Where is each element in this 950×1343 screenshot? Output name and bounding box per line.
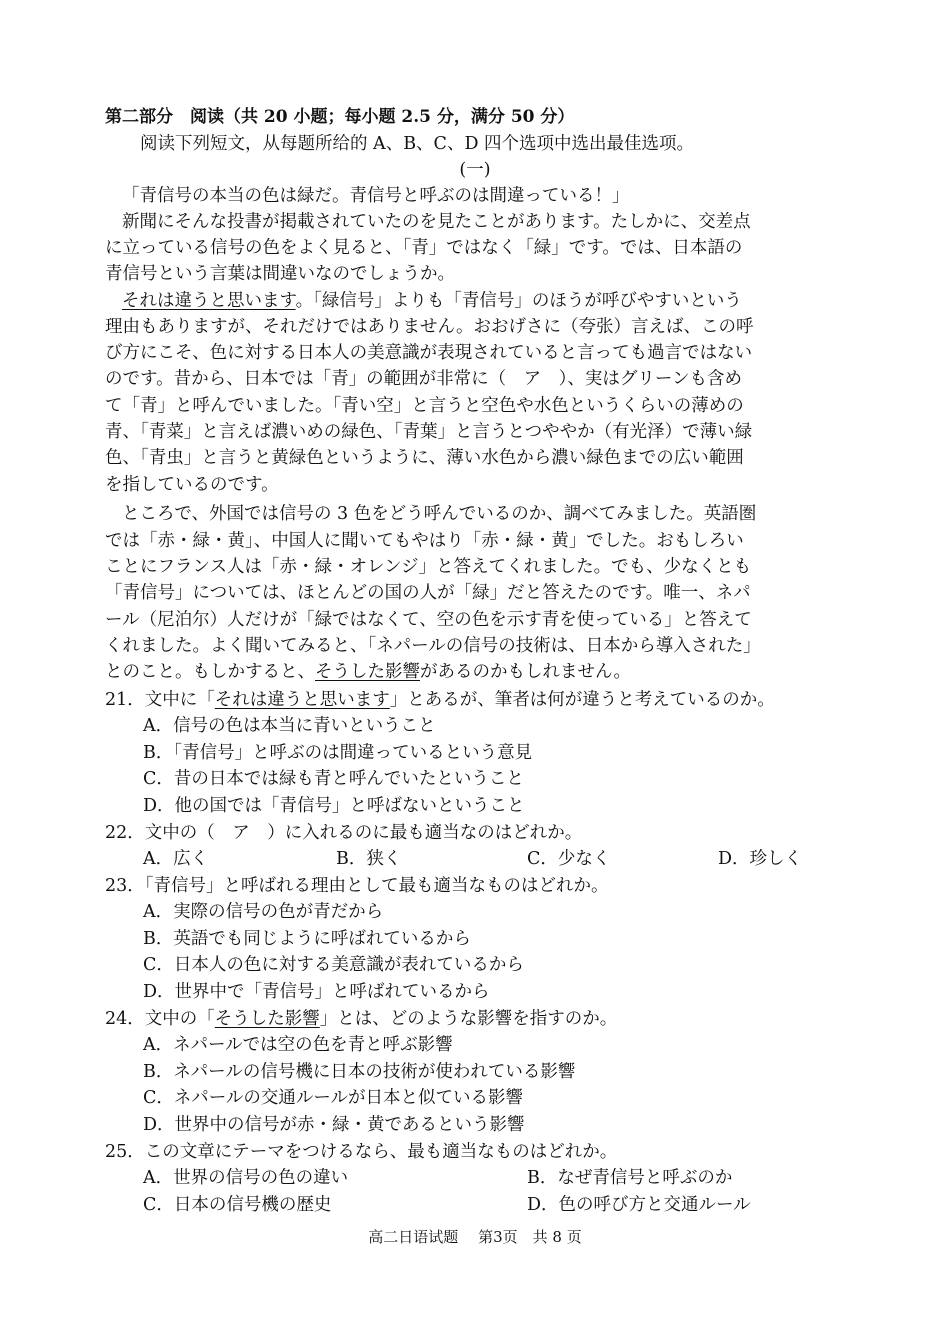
option-24b: B．ネパールの信号機に日本の技術が使われている影響 [143, 1062, 576, 1082]
option-24d: D．世界中の信号が赤・緑・黄であるという影響 [143, 1115, 525, 1135]
question-23: 23．「青信号」と呼ばれる理由として最も適当なものはどれか。 [105, 876, 609, 896]
passage-text: があるのかもしれません。 [420, 662, 632, 682]
option-22c: C．少なく [527, 849, 611, 869]
passage-text: 。「緑信号」よりも「青信号」のほうが呼びやすいという [295, 291, 742, 311]
passage-line: のです。昔から、日本では「青」の範囲が非常に（ ア ）、実はグリーンも含め [105, 369, 742, 389]
passage-line: 青、「青菜」と言えば濃いめの緑色、「青葉」と言うとつややか（有光泽）で薄い緑 [105, 422, 753, 442]
option-23b: B．英語でも同じように呼ばれているから [143, 929, 471, 949]
option-22b: B．狭く [336, 849, 402, 869]
passage-line: て「青」と呼んでいました。「青い空」と言うと空色や水色というくらいの薄めの [105, 396, 744, 416]
instruction: 阅读下列短文，从每题所给的 A、B、C、D 四个选项中选出最佳选项。 [140, 134, 695, 154]
option-25a: A．世界の信号の色の違い [143, 1168, 349, 1188]
option-23d: D．世界中で「青信号」と呼ばれているから [143, 982, 490, 1002]
option-21b: B．「青信号」と呼ぶのは間違っているという意見 [143, 743, 533, 763]
passage-line: び方にこそ、色に対する日本人の美意識が表現されていると言っても過言ではない [105, 343, 753, 363]
underlined-phrase: そうした影響 [315, 662, 420, 682]
passage-line [105, 659, 631, 685]
passage-text: とのこと。もしかすると、 [105, 662, 315, 682]
passage-label: (一) [459, 160, 491, 180]
option-21d: D．他の国では「青信号」と呼ばないということ [143, 796, 525, 816]
question-text: 24．文中の「 [105, 1009, 215, 1029]
passage-line: 「青信号」については、ほとんどの国の人が「緑」だと答えたのです。唯一、ネパ [105, 583, 751, 603]
passage-line: 色、「青虫」と言うと黄緑色というように、薄い水色から濃い緑色までの広い範囲 [105, 448, 744, 468]
question-21 [105, 687, 775, 713]
question-22: 22．文中の（ ア ）に入れるのに最も適当なのはどれか。 [105, 823, 583, 843]
option-21a: A．信号の色は本当に青いということ [143, 716, 436, 736]
question-text: 」とあるが、筆者は何が違うと考えているのか。 [389, 690, 775, 710]
section-title: 第二部分 阅读（共 20 小题；每小题 2.5 分，满分 50 分） [105, 107, 575, 127]
option-25d: D．色の呼び方と交通ルール [527, 1195, 751, 1215]
passage-line: では「赤・緑・黄」、中国人に聞いてもやはり「赤・緑・黄」でした。おもしろい [105, 531, 744, 551]
page-footer: 高二日语试题 第3页 共 8 页 [368, 1228, 582, 1246]
passage-line: に立っている信号の色をよく見ると、「青」ではなく「緑」です。では、日本語の [105, 238, 743, 258]
passage-line: 青信号という言葉は間違いなのでしょうか。 [105, 264, 455, 284]
passage-line: 新聞にそんな投書が掲載されていたのを見たことがあります。たしかに、交差点 [122, 212, 751, 232]
passage-line: ところで、外国では信号の 3 色をどう呼んでいるのか、調べてみました。英語圏 [122, 504, 757, 524]
passage-line: ことにフランス人は「赤・緑・オレンジ」と答えてくれました。でも、少なくとも [105, 557, 752, 577]
underlined-phrase: それは違うと思います [214, 690, 390, 710]
option-25c: C．日本の信号機の歴史 [143, 1195, 332, 1215]
option-24a: A．ネパールでは空の色を青と呼ぶ影響 [143, 1035, 453, 1055]
option-23c: C．日本人の色に対する美意識が表れているから [143, 955, 524, 975]
option-22d: D．珍しく [718, 849, 803, 869]
passage-line: 理由もありますが、それだけではありません。おおげさに（夸张）言えば、この呼 [105, 317, 754, 337]
underlined-phrase: それは違うと思います [122, 291, 296, 311]
question-25: 25．この文章にテーマをつけるなら、最も適当なものはどれか。 [105, 1142, 618, 1162]
option-23a: A．実際の信号の色が青だから [143, 902, 384, 922]
passage-line: を指しているのです。 [105, 475, 279, 495]
passage-line: ール（尼泊尔）人だけが「緑ではなくて、空の色を示す青を使っている」と答えて [105, 610, 752, 630]
passage-line: くれました。よく聞いてみると、「ネパールの信号の技術は、日本から導入された」 [105, 636, 761, 656]
underlined-phrase: そうした影響 [214, 1009, 320, 1029]
question-text: 」とは、どのような影響を指すのか。 [319, 1009, 618, 1029]
passage-line [122, 288, 742, 314]
option-25b: B．なぜ青信号と呼ぶのか [527, 1168, 733, 1188]
passage-line: 「青信号の本当の色は緑だ。青信号と呼ぶのは間違っている！」 [122, 186, 630, 206]
option-22a: A．広く [143, 849, 209, 869]
question-24 [105, 1006, 617, 1032]
option-21c: C．昔の日本では緑も青と呼んでいたということ [143, 769, 524, 789]
question-text: 21．文中に「 [105, 690, 215, 710]
option-24c: C．ネパールの交通ルールが日本と似ている影響 [143, 1088, 524, 1108]
